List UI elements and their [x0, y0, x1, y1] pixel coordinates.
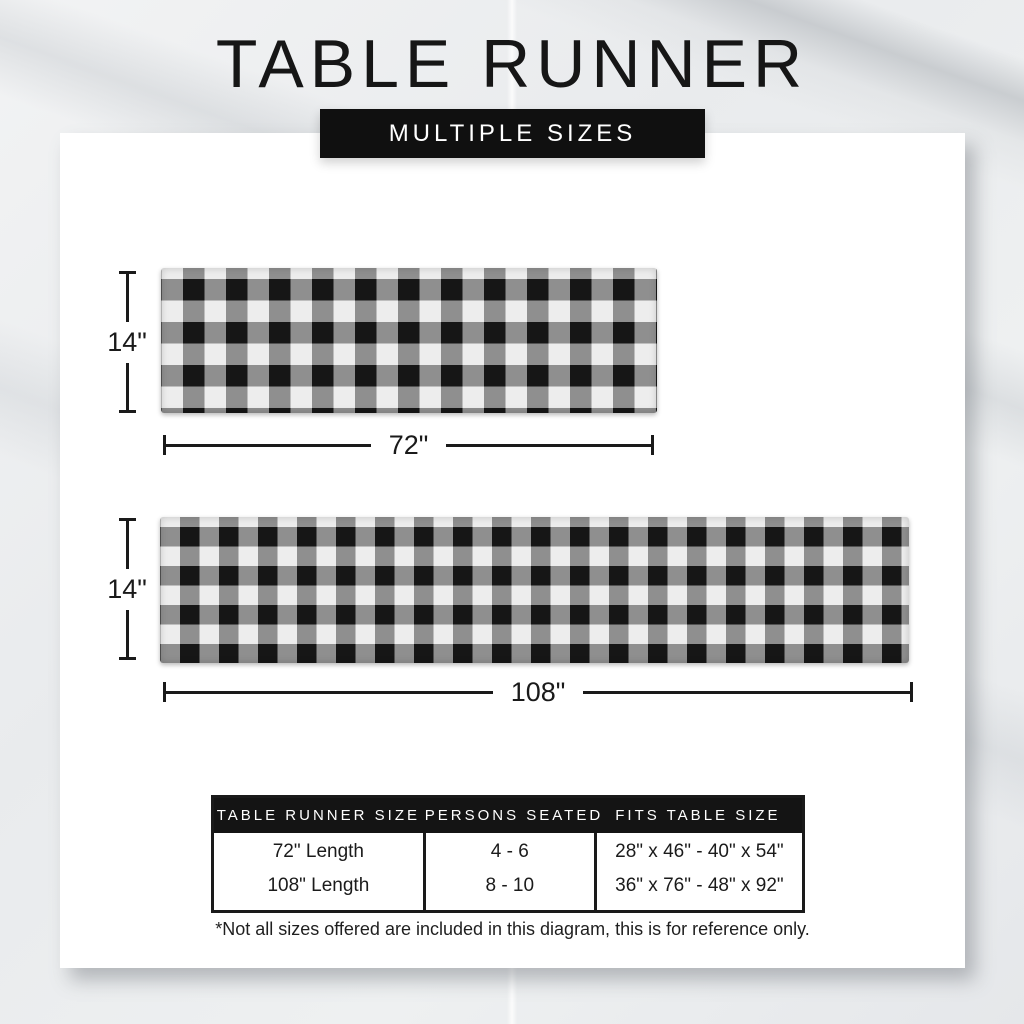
- page-title: TABLE RUNNER: [215, 26, 809, 102]
- table-cell: 4 - 6: [490, 841, 529, 862]
- height-dimension-72: [99, 271, 155, 413]
- size-table-header-row: [214, 798, 802, 833]
- length-dimension-108: [163, 676, 913, 707]
- dimension-cap-right: [910, 682, 913, 702]
- height-dimension-108: [99, 518, 155, 660]
- dimension-line-segment: [446, 444, 651, 447]
- dimension-cap-bottom: [119, 410, 136, 413]
- subtitle-banner: [320, 109, 705, 158]
- diagram-card: [60, 133, 965, 968]
- length-dimension-label-108: 108": [510, 676, 566, 707]
- size-table-column-persons-seated: [423, 833, 594, 910]
- height-dimension-label-108: 14": [107, 573, 147, 604]
- length-dimension-72: [163, 429, 654, 460]
- dimension-line-segment: [126, 610, 129, 658]
- column-header-fits-table-size: FITS TABLE SIZE: [615, 807, 781, 824]
- table-cell: 72" Length: [272, 841, 364, 862]
- column-header-runner-size: TABLE RUNNER SIZE: [216, 807, 420, 824]
- height-dimension-label-72: 14": [107, 326, 147, 357]
- dimension-line-segment: [126, 363, 129, 411]
- dimension-line-segment: [126, 521, 129, 569]
- size-table-column-fits-table-size: [594, 833, 802, 910]
- footnote: *Not all sizes offered are included in this diagram, this is for reference only.: [215, 919, 810, 939]
- dimension-line-segment: [166, 444, 371, 447]
- table-cell: 8 - 10: [485, 875, 535, 896]
- size-table-body: [214, 833, 802, 910]
- subtitle-banner-label: MULTIPLE SIZES: [388, 119, 637, 147]
- size-table: [211, 795, 805, 913]
- length-dimension-label-72: 72": [388, 429, 429, 460]
- dimension-cap-bottom: [119, 657, 136, 660]
- runner-swatch-72: [161, 268, 657, 413]
- table-cell: 36" x 76" - 48" x 92": [615, 875, 784, 896]
- dimension-line-segment: [583, 691, 910, 694]
- dimension-cap-right: [651, 435, 654, 455]
- column-header-persons-seated: PERSONS SEATED: [424, 807, 604, 824]
- dimension-line-segment: [126, 274, 129, 322]
- table-cell: 28" x 46" - 40" x 54": [615, 841, 784, 862]
- table-cell: 108" Length: [267, 875, 370, 896]
- dimension-line-segment: [166, 691, 493, 694]
- runner-swatch-108: [160, 517, 909, 663]
- size-table-column-runner-size: [214, 833, 423, 910]
